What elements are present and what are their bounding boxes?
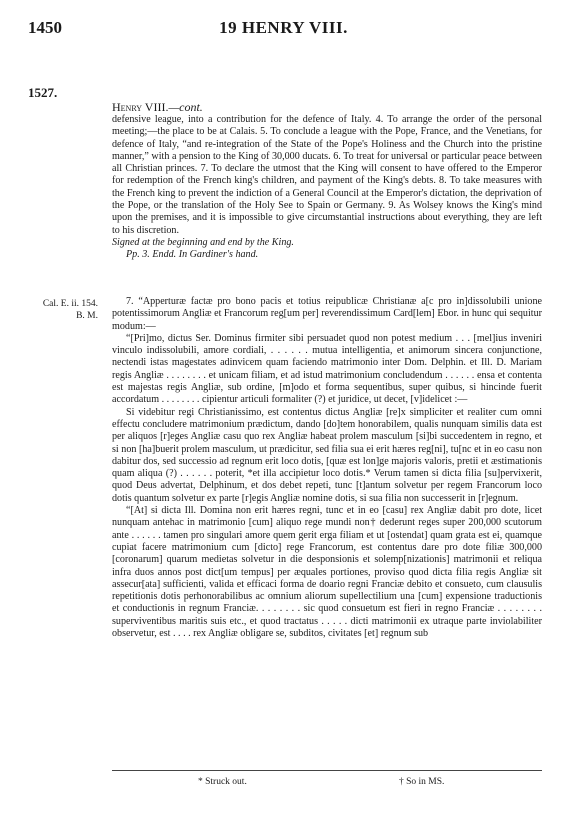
footnote-so-in-ms: † So in MS. — [399, 777, 445, 787]
latin-si-videbitur: Si videbitur regi Christianissimo, est contentus dictus Angliæ [re]x simpliciter et realiter cum omni effectu concludere matrimonium prædictum, dando [do]tem honorabilem, qualis nunquam similis data est per aliquos [r]eges Angliæ casu quo rex Angliæ habeat prolem masculum [si]bi succedentem in regno, et si non [ha]buerit prolem masculum, ut prædicitur, sed filia sua ei erit hæres reg[ni], tu[nc et in eo casu non dabitur dos, sed successio ad regnum erit loco dotis, [quæ est lon]ge majoris valoris, pretii et æstimationis quam aliqua (?) . . . . . . poterit, *et illa accipietur loco dotis.* Verum tamen si dicta filia [su]pervixerit, quod Deus advertat, Delphinum, et dos debet repeti, tunc [t]antum solvetur per regem Francorum loco dotis quantum solvetur ex parte [r]egis Angliæ nomine dotis, si sua filia non successerit in [r]egnum. — [112, 406, 542, 504]
reference-line: Cal. E. ii. 154. — [42, 299, 98, 309]
footnote-struck-out: * Struck out. — [198, 777, 247, 787]
paragraph-latin — [112, 296, 542, 640]
page-number: 1450 — [28, 18, 62, 37]
reference-line: B. M. — [76, 311, 98, 321]
heading-name: Henry VIII. — [112, 100, 169, 114]
continued-heading — [112, 100, 203, 115]
latin-heading: 7. “Apperturæ factæ pro bono pacis et totius reipublicæ Christianæ a[c pro in]dissolubili unione potentissimorum Angliæ et Francorum reg[um per] reverendissimum Card[lem] Ebor. in hunc qui sequitur modum:— — [112, 296, 542, 332]
latin-primo: “[Pri]mo, dictus Ser. Dominus firmiter sibi persuadet quod non potest medium . . . [mel]ius inveniri vinculo indissolubili, amore cordiali, . . . . . . mutua intelligentia, et animorum sincera conjunctione, nectendi istas magestates adinvicem quam faciendo matrimonio inter Dom. Delphin. et Ill. D. Mariam regis Angliæ . . . . . . . . et unicam filiam, et ad istud matrimonium concludendum . . . . . . ensa et contenta est majestas regis Angliæ, sub ordine, [m]odo et forma sequentibus, super quibus, si hincinde fuerit accordatum . . . . . . . . cipientur articuli formaliter (?) et juridice, ut decet, [v]idelicet :— — [112, 332, 542, 406]
heading-suffix: —cont. — [168, 100, 203, 114]
endorsement-note: Pp. 3. Endd. In Gardiner's hand. — [126, 249, 259, 261]
footnote-rule — [112, 770, 542, 771]
paragraph-instructions — [112, 114, 542, 262]
latin-at-si: “[At] si dicta Ill. Domina non erit hæres regni, tunc et in eo [casu] rex Angliæ dabit pro dote, licet nunquam antehac in matrimonio [cum] aliquo rege mundi non† dederunt reges super 200,000 scutorum ante . . . . . . tamen pro singulari amore quem gerit erga filiam et ut [ostendat] quam grata est ei, quamque cupiat facere matrimonium cum [dicto] rege Francorum, est contentus dare pro dote filiæ 300,000 [coronarum] quarum medietas solvetur in die desponsionis et solemp[nizationis] matrimonii et reliqua infra duos annos post dict[um tempus] per æquales portiones, proviso quod dicta filia regis Angliæ sit assecur[ata] sufficienti, valida et efficaci forma de doario regni Franciæ debito et consueto, cum clausulis repetitionis dotis perhonorabilibus ac omnium aliorum supellectilium una [cum] expensione traductionis et conductionis in regnum Franciæ. . . . . . . . sic quod consuetum est fieri in regno Franciæ . . . . . . . . superviventibus maritis suis etc., et quod tractatus . . . . . dicti matrimonii ex utraque parte inviolabiliter observetur, est . . . . rex Angliæ obligare se, subditos, civitates [et] regnum sub — [112, 505, 542, 640]
year-marginal: 1527. — [28, 85, 58, 100]
paragraph-body: defensive league, into a contribution for the defence of Italy. 4. To arrange the order of the personal meeting;—the place to be at Calais. 5. To conclude a league with the Pope, France, and the Venetians, for defence of Italy, “and re-integration of the State of the Pope's Holiness and the Church into the pristine manner,” with a pension to the King of 30,000 ducats. 6. To treat for universal or particular peace between all Christian princes. 7. To declare the utmost that the King will consent to have offered to the Emperor for redemption of the French king's children, and payment of the King's debts. 8. To take measures with the French king to prevent the indiction of a General Council at the Emperor's dictation, the deprivation of the Pope, or the translation of the Holy See to Spain or Germany. 9. As Wolsey knows the King's mind upon the premises, and it is impossible to give circumstantial instructions about everything, they are left to his discretion. — [112, 114, 542, 236]
signed-note: Signed at the beginning and end by the King. — [112, 236, 294, 248]
running-title: 19 HENRY VIII. — [219, 18, 348, 37]
manuscript-reference — [28, 298, 98, 322]
